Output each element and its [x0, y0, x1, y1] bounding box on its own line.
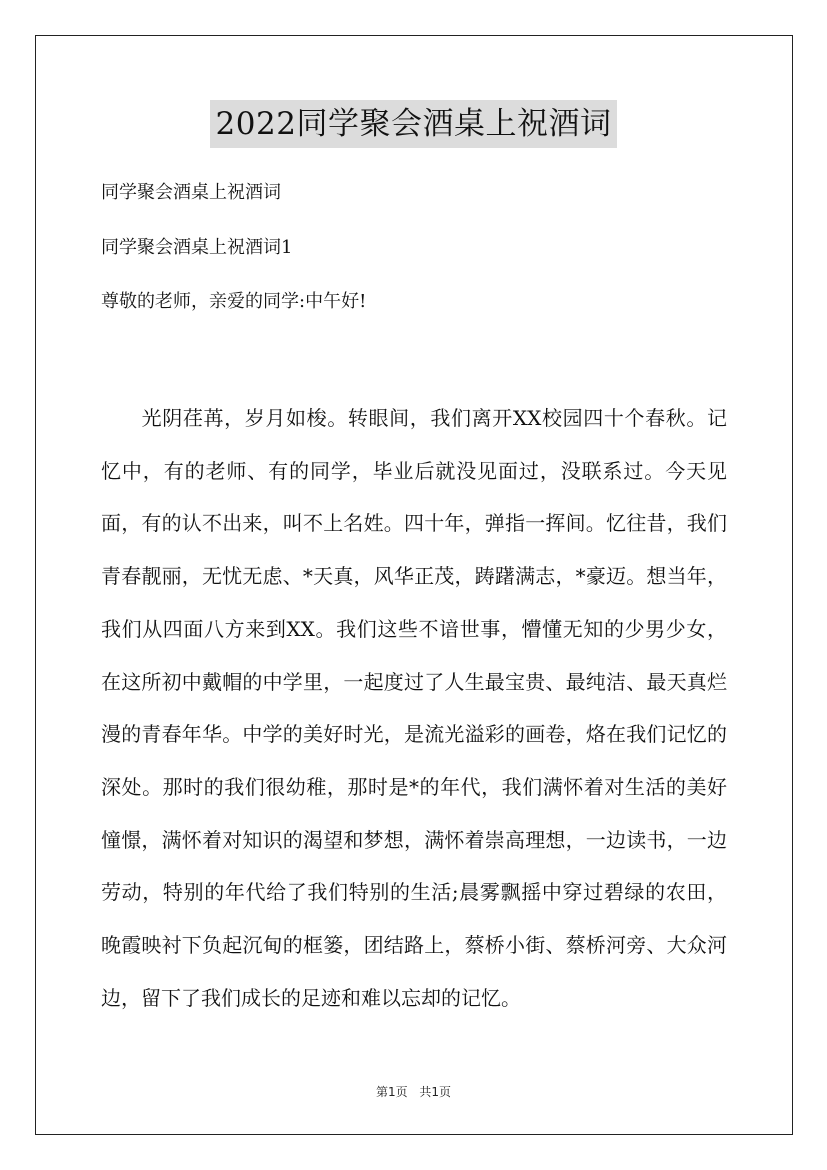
page-number: 第1页: [375, 1085, 408, 1099]
heading-1: 同学聚会酒桌上祝酒词: [101, 182, 281, 203]
heading-2: 同学聚会酒桌上祝酒词1: [101, 237, 293, 258]
body-text: 光阴荏苒，岁月如梭。转眼间，我们离开XX校园四十个春秋。记忆中，有的老师、有的同学，毕业后就没见面过，没联系过。今天见面，有的认不出来，叫不上名姓。四十年，弹指一挥间。忆往昔，我们青春靓丽，无忧无虑、*天真，风华正茂，踌躇满志，*豪迈。想当年，我们从四面八方来到XX。我们这些不谙世事，懵懂无知的少男少女，在这所初中戴帽的中学里，一起度过了人生最宝贵、最纯洁、最天真烂漫的青春年华。中学的美好时光，是流光溢彩的画卷，烙在我们记忆的深处。那时的我们很幼稚，那时是*的年代，我们满怀着对生活的美好憧憬，满怀着对知识的渴望和梦想，满怀着崇高理想，一边读书，一边劳动，特别的年代给了我们特别的生活;晨雾飘摇中穿过碧绿的农田，晚霞映衬下负起沉甸的框篓，团结路上，蔡桥小街、蔡桥河旁、大众河边，留下了我们成长的足迹和难以忘却的记忆。: [101, 406, 727, 1010]
body-paragraph: [101, 392, 727, 1024]
document-title: 2022同学聚会酒桌上祝酒词: [210, 100, 618, 148]
title-container: [0, 100, 827, 148]
page-total: 共1页: [419, 1085, 452, 1099]
greeting-line: 尊敬的老师，亲爱的同学:中午好!: [101, 291, 367, 312]
page-footer: [0, 1083, 827, 1100]
